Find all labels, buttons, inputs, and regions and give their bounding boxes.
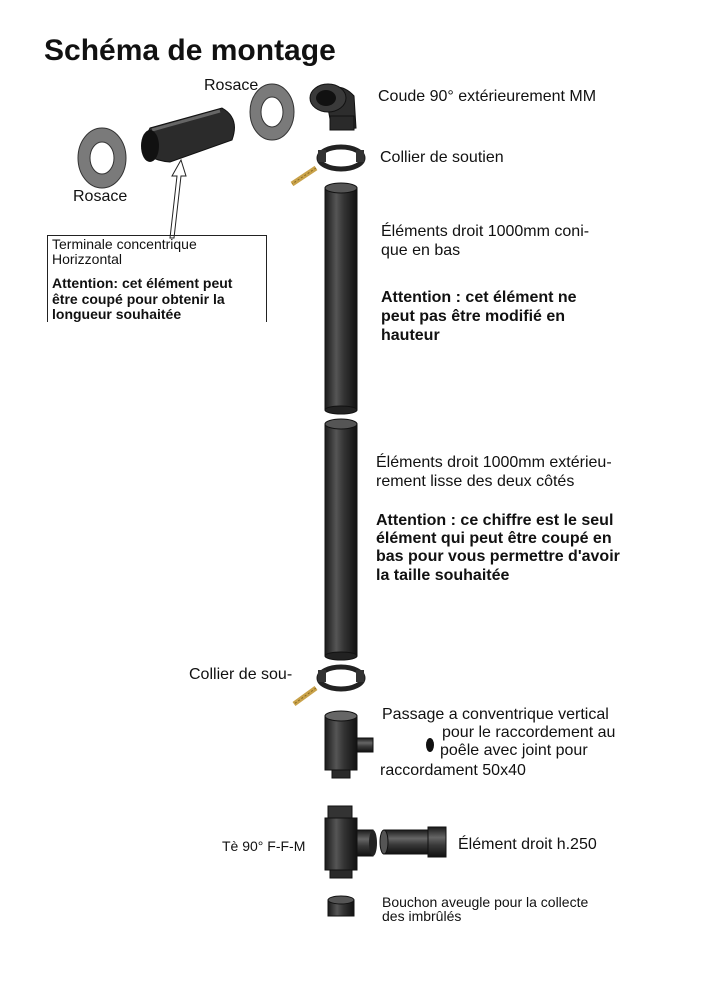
terminal-pipe [141, 108, 234, 162]
bouchon-line1: Bouchon aveugle pour la collecte [382, 894, 589, 910]
rosace-left-label: Rosace [73, 188, 128, 205]
terminal-warn3: longueur souhaitée [52, 306, 182, 322]
rosace-top-label: Rosace [204, 77, 259, 94]
page-title: Schéma de montage [44, 34, 336, 67]
bouchon-cap [328, 896, 354, 916]
coude-label: Coude 90° extérieurement MM [378, 88, 597, 105]
passage-line2: pour le raccordement au [442, 724, 616, 741]
collier-top-clamp [292, 147, 364, 184]
pipe-element-250 [380, 827, 446, 857]
pipe-element-2 [325, 419, 357, 660]
terminal-line2: Horizzontal [52, 251, 123, 267]
element2-warn3: bas pour vous permettre d'avoir [376, 548, 620, 565]
element1-warn1: Attention : cet élément ne [381, 289, 577, 306]
passage-vertical [325, 711, 373, 778]
passage-line3: poêle avec joint pour [440, 742, 588, 759]
element250-label: Élément droit h.250 [458, 836, 597, 853]
passage-line1: Passage a conventrique vertical [382, 706, 609, 723]
te-label: Tè 90° F-F-M [222, 838, 306, 854]
collier-bottom-clamp [294, 667, 364, 704]
joint-seal [426, 738, 434, 752]
coude-elbow [310, 84, 356, 130]
te-90-fitting [325, 806, 377, 878]
rosace-left-ring [78, 128, 126, 188]
terminal-line1: Terminale concentrique [52, 236, 197, 252]
terminal-warn1: Attention: cet élément peut [52, 275, 233, 291]
collier-bottom-label: Collier de sou- [189, 666, 293, 683]
bouchon-line2: des imbrûlés [382, 908, 462, 924]
element2-warn2: élément qui peut être coupé en [376, 530, 612, 547]
element2-warn4: la taille souhaitée [376, 567, 510, 584]
terminal-arrow [170, 160, 186, 238]
pipe-element-1 [325, 183, 357, 414]
element1-warn2: peut pas être modifié en [381, 308, 566, 325]
element1-line1: Éléments droit 1000mm coni- [381, 223, 590, 240]
terminal-warn2: être coupé pour obtenir la [52, 291, 225, 307]
collier-top-label: Collier de soutien [380, 149, 504, 166]
element1-line2: que en bas [381, 242, 461, 259]
passage-line4: raccordament 50x40 [380, 762, 526, 779]
element1-warn3: hauteur [381, 327, 440, 344]
element2-warn1: Attention : ce chiffre est le seul [376, 512, 614, 529]
element2-line1: Éléments droit 1000mm extérieu- [376, 454, 612, 471]
element2-line2: rement lisse des deux côtés [376, 473, 575, 490]
